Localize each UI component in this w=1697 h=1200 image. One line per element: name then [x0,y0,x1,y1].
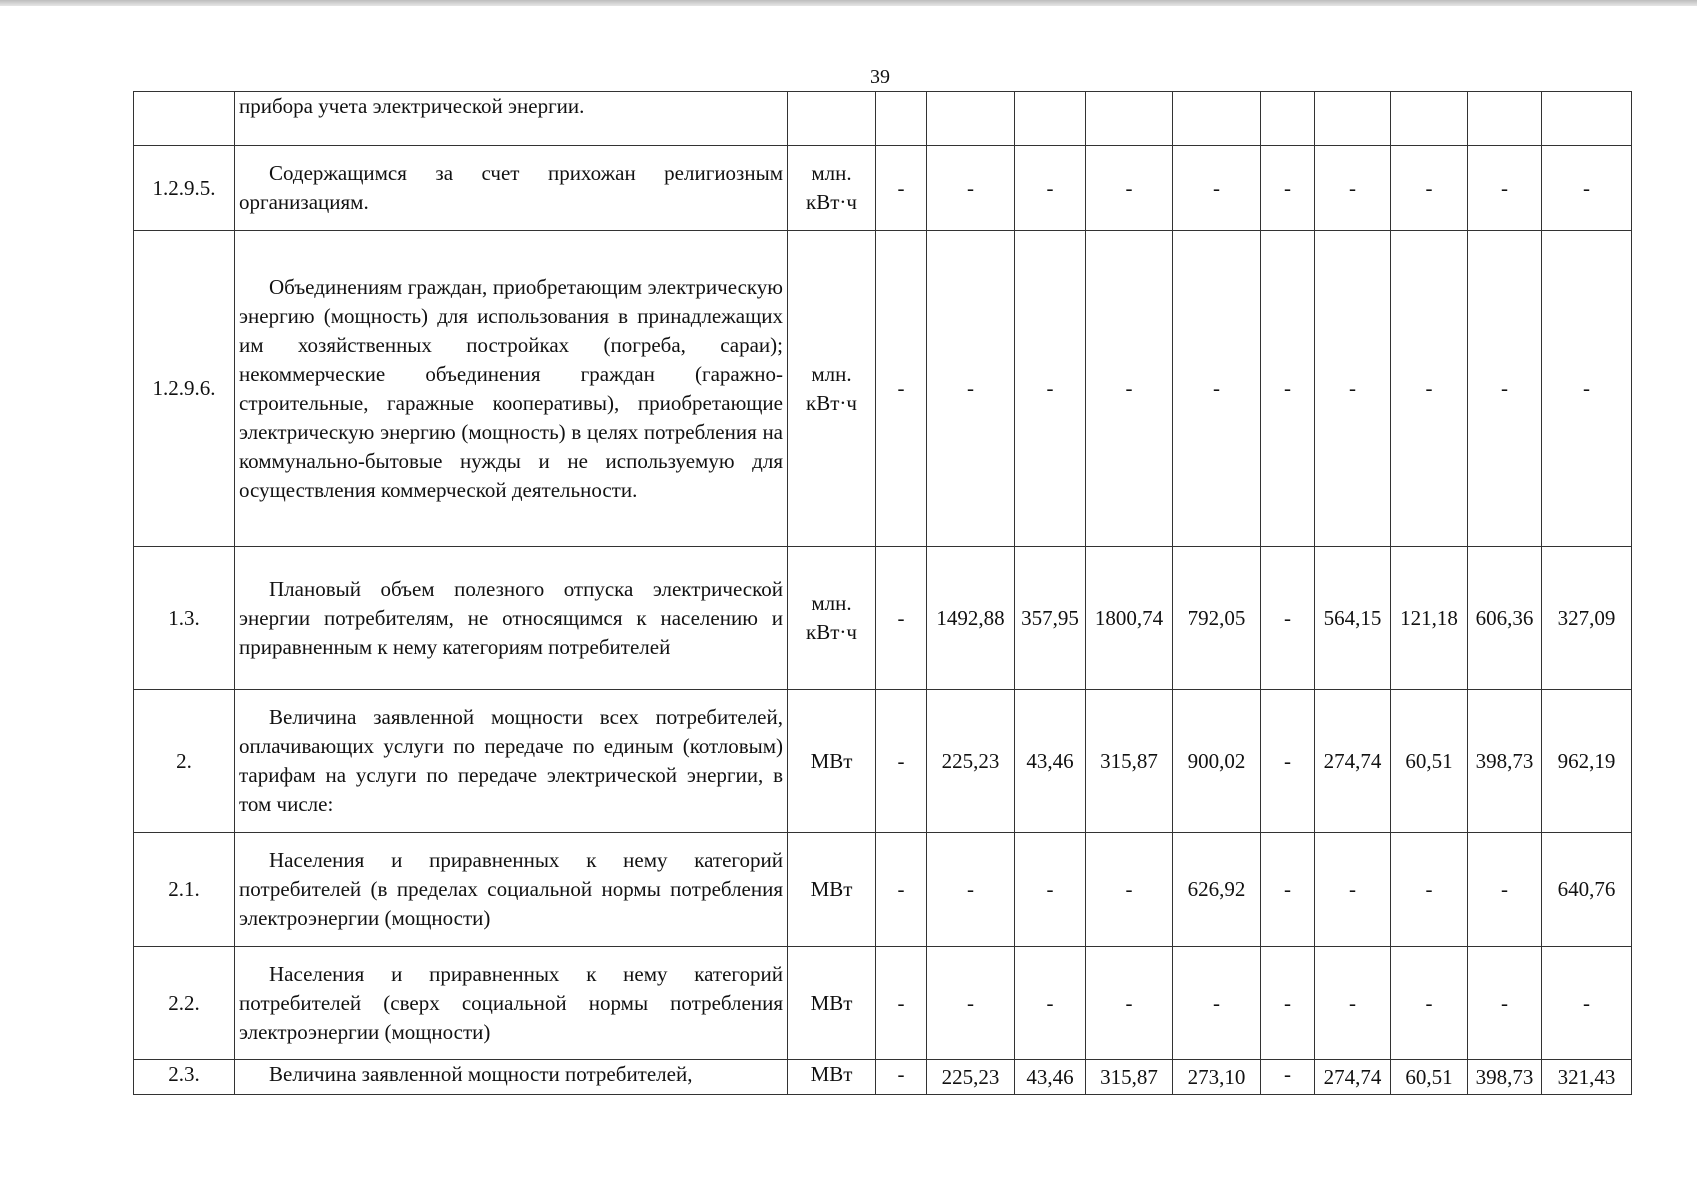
table-cell: 121,18 [1391,547,1468,690]
table-cell: - [1261,833,1315,947]
row-unit [788,92,876,146]
table-cell: - [1086,231,1173,547]
table-cell: - [1542,947,1632,1060]
table-cell: - [1086,833,1173,947]
table-row [134,947,1632,1060]
table-cell: - [1261,231,1315,547]
table-cell: - [1261,947,1315,1060]
row-description: Величина заявленной мощности всех потребителей, оплачивающих услуги по передаче по единым (котловым) тарифам на услуги по передаче электрической энергии, в том числе: [235,690,788,833]
table-cell: - [1173,947,1261,1060]
table-cell: - [927,231,1015,547]
table-cell: - [927,146,1015,231]
row-description: Плановый объем полезного отпуска электрической энергии потребителям, не относящимся к населению и приравненным к нему категориям потребителей [235,547,788,690]
table-cell: 606,36 [1468,547,1542,690]
table-cell: 315,87 [1086,1060,1173,1095]
row-unit: МВт [788,1060,876,1095]
table-cell: 43,46 [1015,690,1086,833]
table-cell: - [1015,833,1086,947]
table-cell: - [1315,146,1391,231]
row-unit: МВт [788,947,876,1060]
page-number: 39 [870,66,890,88]
table-cell [1391,92,1468,146]
row-number [134,92,235,146]
table-row [134,231,1632,547]
row-unit: МВт [788,690,876,833]
table-cell: - [1542,231,1632,547]
table-cell: 225,23 [927,690,1015,833]
table-cell: 274,74 [1315,690,1391,833]
table-cell: - [1015,146,1086,231]
table-cell: - [1261,690,1315,833]
table-row [134,833,1632,947]
table-cell: - [876,547,927,690]
table-cell [1261,92,1315,146]
table-row [134,1060,1632,1095]
table-cell: - [1391,146,1468,231]
table-cell: - [1086,146,1173,231]
table-cell: 274,74 [1315,1060,1391,1095]
row-description: Объединениям граждан, приобретающим электрическую энергию (мощность) для использования в принадлежащих им хозяйственных постройках (погреба, сараи); некоммерческие объединения граждан (гаражно-строительные, гаражные кооперативы), приобретающие электрическую энергию (мощность) в целях потребления на коммунально-бытовые нужды и не используемую для осуществления коммерческой деятельности. [235,231,788,547]
table-cell: - [1173,146,1261,231]
table-cell [927,92,1015,146]
table-cell: 1492,88 [927,547,1015,690]
table-cell: - [1315,231,1391,547]
table-cell: - [876,833,927,947]
row-number: 2.2. [134,947,235,1060]
table-cell: - [1315,947,1391,1060]
table-cell: 60,51 [1391,1060,1468,1095]
row-number: 1.3. [134,547,235,690]
table-cell: 398,73 [1468,1060,1542,1095]
table-row [134,92,1632,146]
table-cell: - [927,947,1015,1060]
row-description: Величина заявленной мощности потребителей, [235,1060,788,1095]
table-cell: 273,10 [1173,1060,1261,1095]
table-row [134,690,1632,833]
table-cell: - [1173,231,1261,547]
table-cell: - [876,690,927,833]
table-cell: - [1468,231,1542,547]
table-cell: 564,15 [1315,547,1391,690]
table-cell: 327,09 [1542,547,1632,690]
table-cell [1015,92,1086,146]
table-cell: - [876,947,927,1060]
table-cell [1542,92,1632,146]
table-cell: 321,43 [1542,1060,1632,1095]
table-cell: - [1261,1060,1315,1095]
row-number: 1.2.9.5. [134,146,235,231]
table-cell: 357,95 [1015,547,1086,690]
table-cell: 225,23 [927,1060,1015,1095]
table-cell: 43,46 [1015,1060,1086,1095]
row-unit: млн. кВт·ч [788,231,876,547]
table-cell: - [1015,231,1086,547]
table-cell: - [1468,146,1542,231]
table-cell: - [1261,547,1315,690]
table-cell: - [1468,833,1542,947]
row-number: 2.1. [134,833,235,947]
table-cell: - [1391,231,1468,547]
table-cell [1086,92,1173,146]
table-cell: - [1468,947,1542,1060]
table-cell: 900,02 [1173,690,1261,833]
row-unit: млн. кВт·ч [788,146,876,231]
table-cell: - [1391,833,1468,947]
table-cell: 962,19 [1542,690,1632,833]
table-cell: - [927,833,1015,947]
table-cell: - [876,231,927,547]
table-cell: 640,76 [1542,833,1632,947]
row-unit: МВт [788,833,876,947]
row-number: 2.3. [134,1060,235,1095]
table-cell: - [876,1060,927,1095]
row-unit: млн. кВт·ч [788,547,876,690]
table-cell: - [876,146,927,231]
table-cell [1173,92,1261,146]
table-cell: 626,92 [1173,833,1261,947]
table-cell: 1800,74 [1086,547,1173,690]
scan-top-edge [0,0,1697,6]
table-cell [1468,92,1542,146]
row-number: 1.2.9.6. [134,231,235,547]
table-cell: - [1261,146,1315,231]
table-cell: 398,73 [1468,690,1542,833]
table-cell [876,92,927,146]
table-cell: 60,51 [1391,690,1468,833]
table-row [134,547,1632,690]
table-cell: - [1015,947,1086,1060]
data-table [133,91,1632,1095]
table-cell: 315,87 [1086,690,1173,833]
row-description: Населения и приравненных к нему категорий потребителей (в пределах социальной нормы потребления электроэнергии (мощности) [235,833,788,947]
table-cell [1315,92,1391,146]
table-cell: - [1542,146,1632,231]
table-row [134,146,1632,231]
row-description: Населения и приравненных к нему категорий потребителей (сверх социальной нормы потребления электроэнергии (мощности) [235,947,788,1060]
table-cell: - [1086,947,1173,1060]
table-cell: - [1391,947,1468,1060]
row-description: Содержащимся за счет прихожан религиозным организациям. [235,146,788,231]
table-cell: - [1315,833,1391,947]
row-description: прибора учета электрической энергии. [235,92,788,146]
table-cell: 792,05 [1173,547,1261,690]
row-number: 2. [134,690,235,833]
